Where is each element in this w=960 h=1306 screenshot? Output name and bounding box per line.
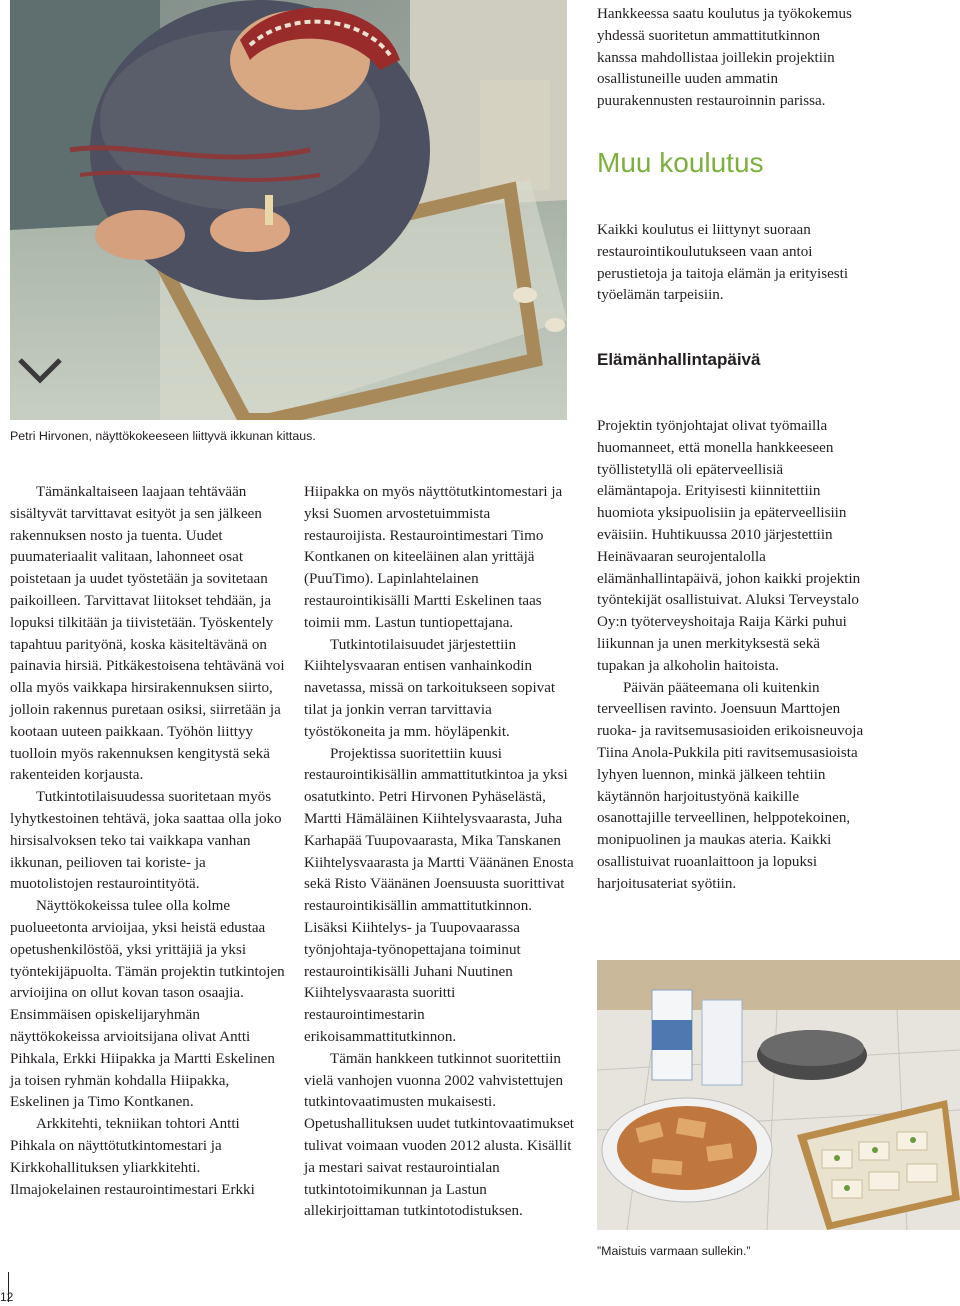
photo-food-table: [597, 960, 960, 1230]
column2-paragraph: Hiipakka on myös näyttötutkintomestari ja yksi Suomen arvostetuimmista restauroijista. Restaurointimestari Timo Kontkanen on kiteeläinen alan yrittäjä (PuuTimo). Lapinlahtelainen restaurointikisälli Martti Eskelinen taas toimii mm. Lastun tuntiopettajana.: [304, 484, 563, 631]
intro-paragraph: [597, 4, 859, 113]
column3-paragraph: Päivän pääteemana oli kuitenkin terveellisen ravinto. Joensuun Marttojen ruoka- ja ravitsemusasioiden erikoisneuvoja Tiina Anola-Pukkila piti ravitsemusasioista lyhyen luennon, minkä jälkeen tehtiin käytännön harjoitustyönä kaikille osanottajille terveellinen, helppotekoinen, monipuolinen ja maukas ateria. Kaikki osallistuivat ruoanlaittoon ja lopuksi harjoitusateriat syötiin.: [597, 679, 864, 892]
column2-paragraph: Tämän hankkeen tutkinnot suoritettiin vielä vanhojen vuonna 2002 vahvistettujen tutkintovaatimusten mukaisesti. Opetushallituksen uudet tutkintovaatimukset tulivat voimaan vuoden 2012 alusta. Kisällit ja mestari saivat restaurointialan tutkintotoimikunnan ja Lastun allekirjoittaman tutkintotodistuksen.: [304, 1050, 574, 1220]
page-number: 12: [0, 1290, 14, 1304]
section-intro: [597, 220, 867, 307]
intro-text: Hankkeessa saatu koulutus ja työkokemus yhdessä suoritetun ammattitutkinnon kanssa mahdollistaa joillekin projektiin osallistuneille uuden ammatin puurakennusten restauroinnin parissa.: [597, 6, 852, 110]
subheading: Elämänhallintapäivä: [597, 350, 761, 369]
photo-window-putty-work-image: [10, 0, 567, 420]
column2-paragraph: Tutkintotilaisuudet järjestettiin Kiihtelysvaaran entisen vanhainkodin navetassa, missä on tarkoitukseen sopivat tilat ja jonkin verran tarvittavia työstökoneita ja mm. höyläpenkit.: [304, 636, 556, 740]
photo-bottom-caption: ”Maistuis varmaan sullekin.”: [597, 1244, 751, 1258]
photo-window-putty-work: [10, 0, 567, 420]
column1-paragraph: Arkkitehti, tekniikan tohtori Antti Pihkala on näyttötutkintomestari ja Kirkkohallituksen yliarkkitehti. Ilmajokelainen restaurointimestari Erkki: [10, 1116, 255, 1198]
photo-top-caption: Petri Hirvonen, näyttökokeeseen liittyvä ikkunan kittaus.: [10, 429, 316, 443]
photo-food-table-image: [597, 960, 960, 1230]
section-heading: Muu koulutus: [597, 147, 764, 178]
body-column-1: [10, 482, 286, 1201]
column3-paragraph: Projektin työnjohtajat olivat työmailla huomanneet, että monella hankkeeseen työllistetyllä oli epäterveellisiä elämäntapoja. Erityisesti kiinnitettiin huomiota yksipuolisiin ja epäterveellisiin eväisiin. Huhtikuussa 2010 järjestettiin Heinävaaran seurojentalolla elämänhallintapäivä, johon kaikki projektin työntekijät osallistuivat. Aluksi Terveystalo Oy:n työterveyshoitaja Raija Kärki puhui liikunnan ja unen merkityksestä sekä tupakan ja alkoholin haitoista.: [597, 418, 861, 674]
section-intro-text: Kaikki koulutus ei liittynyt suoraan restaurointikoulutukseen vaan antoi perustietoja ja taitoja elämän ja erityisesti työelämän tarpeisiin.: [597, 222, 849, 304]
column2-paragraph: Projektissa suoritettiin kuusi restaurointikisällin ammattitutkintoa ja yksi osatutkinto. Petri Hirvonen Pyhäselästä, Martti Hämäläinen Kiihtelysvaarasta, Juha Karhapää Tuupovaarasta, Mika Tanskanen Kiihtelysvaarasta ja Martti Väänänen Enosta sekä Risto Väänänen Joensuusta suorittivat restaurointikisällin ammattitutkinnon. Lisäksi Kiihtelys- ja Tuupovaarassa työnjohtaja-työnopettajana toiminut restaurointikisälli Juhani Nuutinen Kiihtelysvaarasta suoritti restaurointimestarin erikoisammattitutkinnon.: [304, 745, 574, 1045]
column1-paragraph: Tutkintotilaisuudessa suoritetaan myös lyhytkestoinen tehtävä, joka saattaa olla joko hirsisalvoksen teko tai vaikkapa vanhan ikkunan, peilioven tai koriste- ja muotolistojen restaurointityötä.: [10, 789, 282, 893]
column1-paragraph: Tämänkaltaiseen laajaan tehtävään sisältyvät tarvittavat esityöt ja sen jälkeen rakennuksen nosto ja tuenta. Uudet puumateriaalit valitaan, lahonneet osat poistetaan ja uudet työstetään ja sovitetaan paikoilleen. Tarvittavat liitokset tehdään, ja lopuksi tilkitään ja tiivistetään. Työskentely tapahtuu parityönä, koska käsiteltävänä on painavia hirsiä. Pitkäkestoisena tehtävänä voi olla myös vaikkapa hirsirakennuksen siirto, jolloin rakennus puretaan osiksi, siirretään ja kootaan uuteen paikkaan. Työhön liittyy tuolloin myös rakennuksen kengitystä sekä rakenteiden korjausta.: [10, 484, 285, 784]
body-column-3: [597, 416, 869, 896]
column1-paragraph: Näyttökokeissa tulee olla kolme puolueetonta arvioijaa, yksi heistä edustaa opetushenkilöstöä, yksi yrittäjiä ja yksi työntekijäpuolta. Tämän projektin tutkintojen arvioijina on ollut kovan tason osaajia. Ensimmäisen opiskelijaryhmän näyttökokeissa arvioitsijana olivat Antti Pihkala, Erkki Hiipakka ja Martti Eskelinen ja toisen ryhmän kohdalla Hiipakka, Eskelinen ja Timo Kontkanen.: [10, 898, 285, 1111]
body-column-2: [304, 482, 575, 1223]
